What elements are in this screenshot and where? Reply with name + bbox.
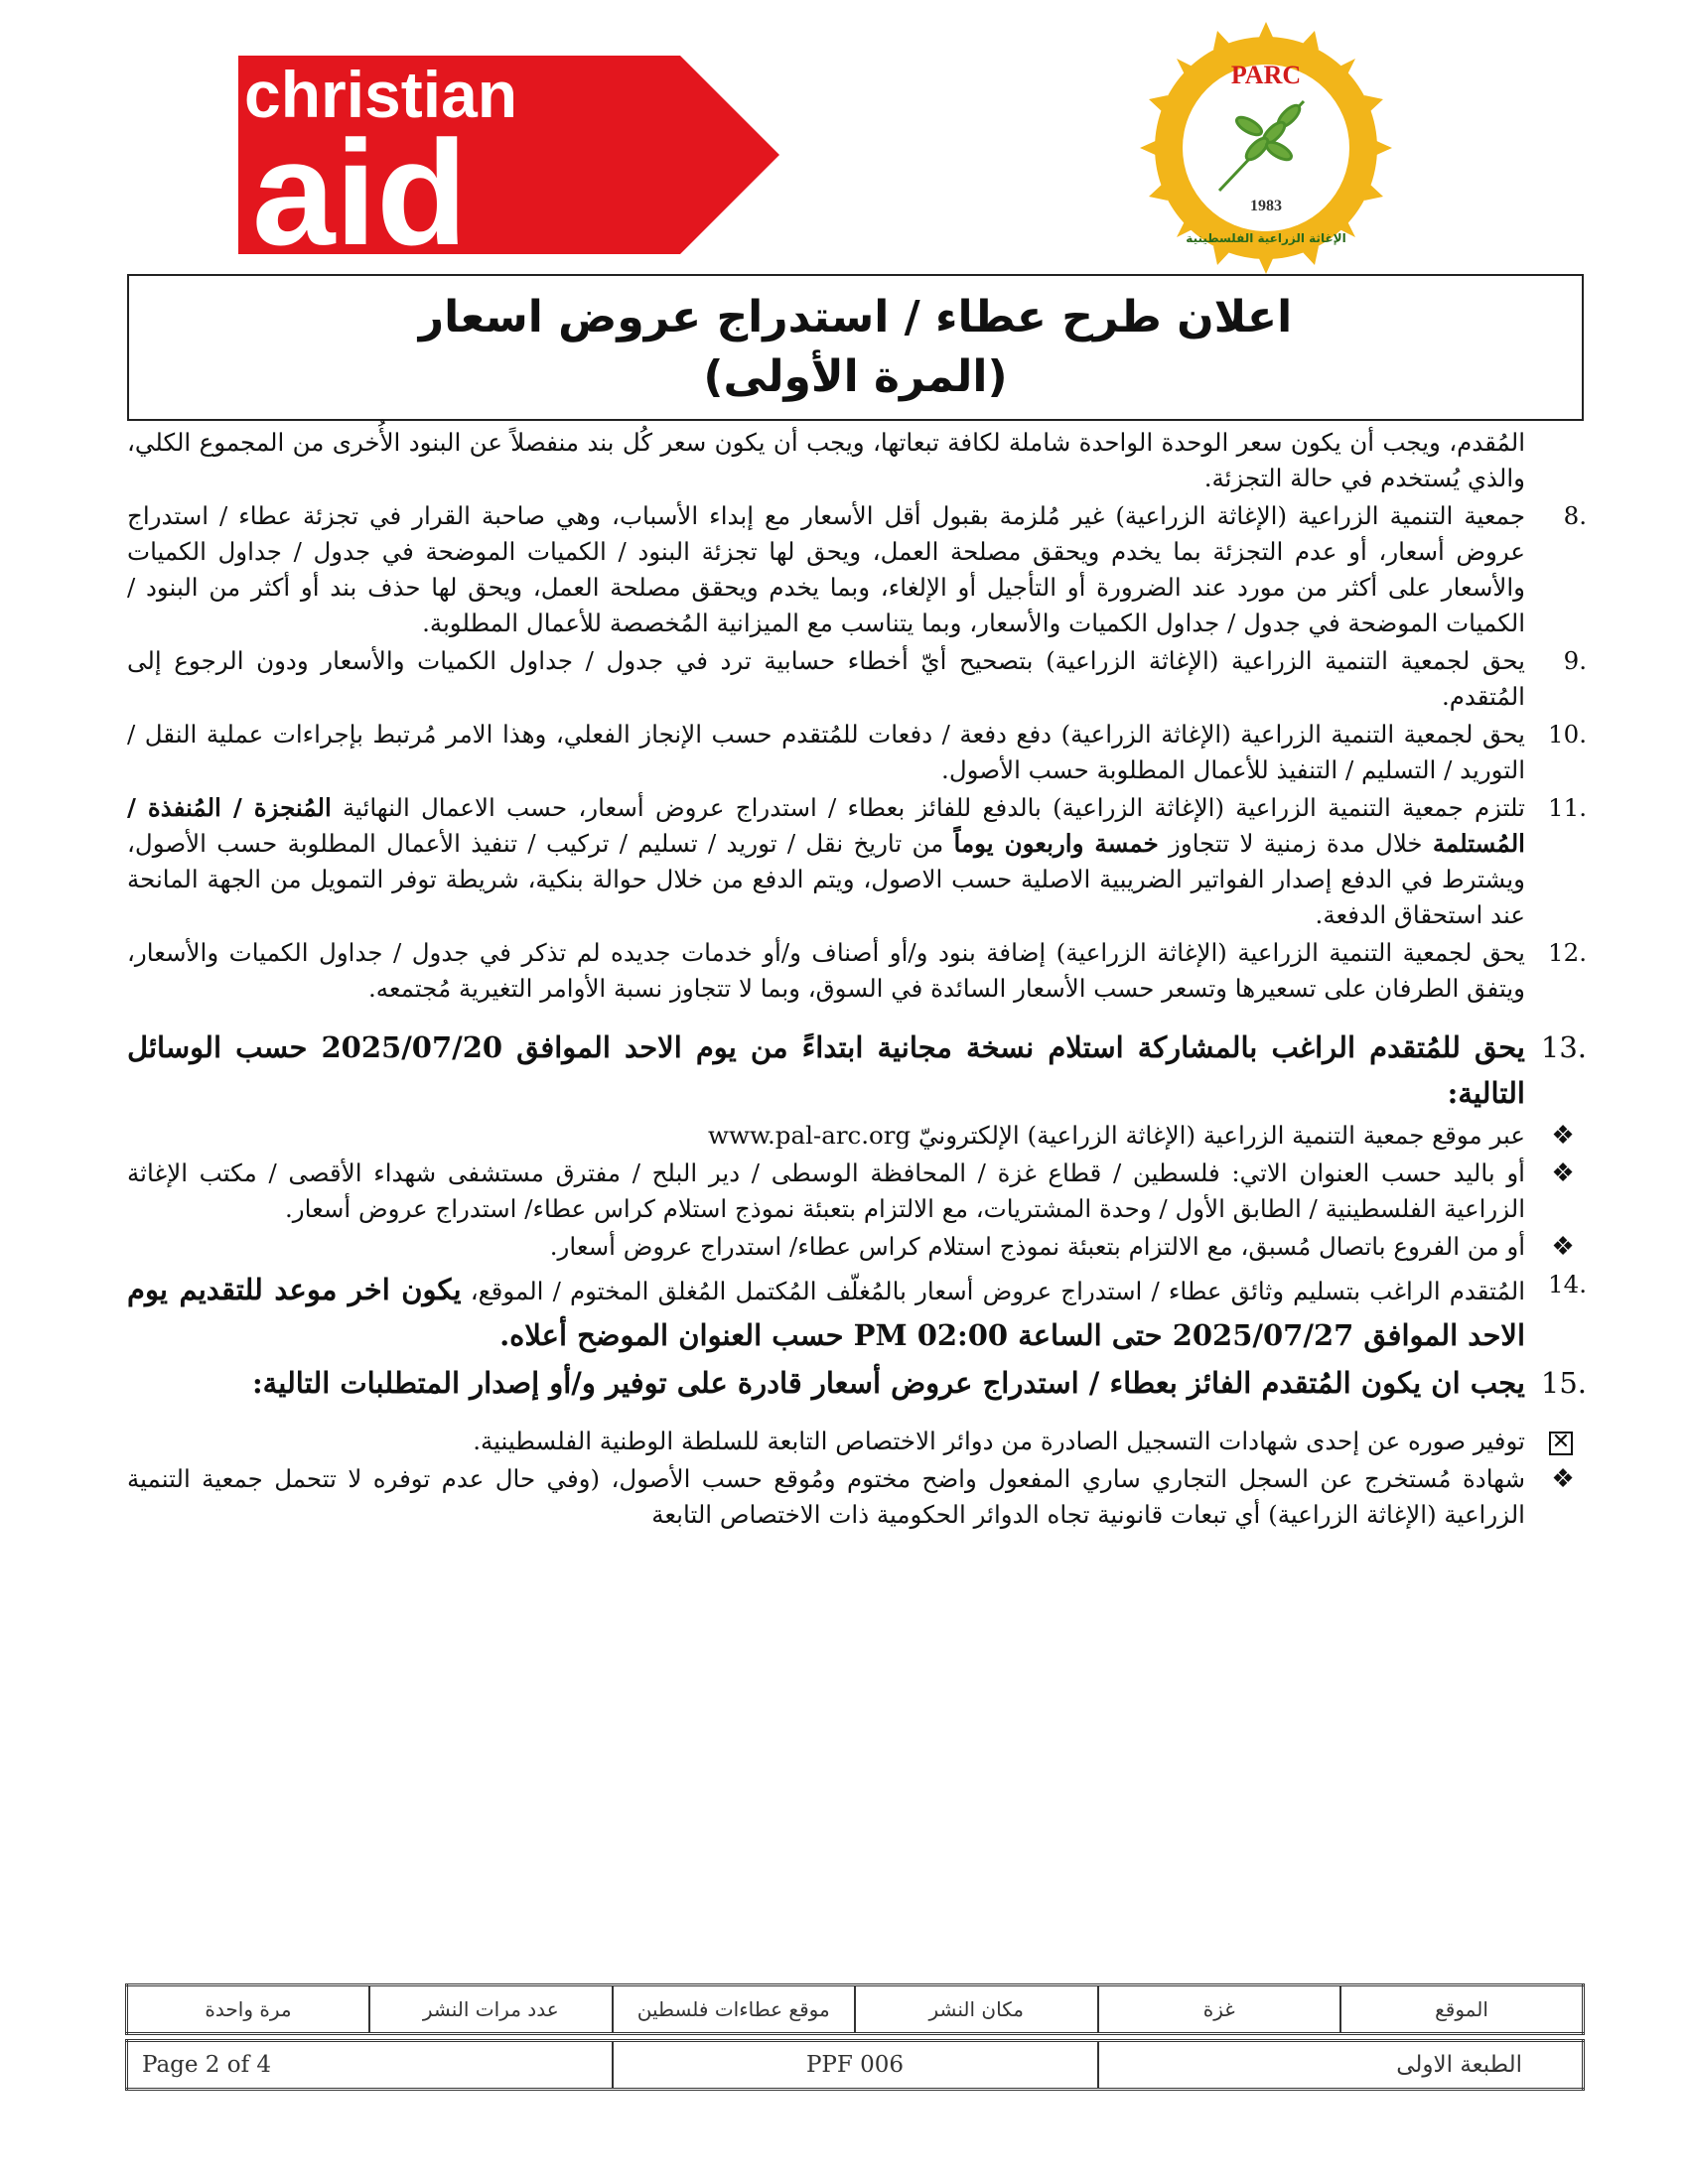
item-number: 8. <box>1563 501 1587 530</box>
christian-aid-logo-line2: aid <box>252 109 468 254</box>
item-number: 10. <box>1548 720 1587 749</box>
item-text <box>127 1273 1526 1352</box>
item-number: 14. <box>1548 1270 1587 1298</box>
item-14-text: المُتقدم الراغب بتسليم وثائق عطاء / استدراج عروض أسعار بالمُغلّف المُكتمل المُغلق المختوم / الموقع، <box>461 1277 1526 1305</box>
parc-logo <box>1140 22 1392 274</box>
bullet-item <box>127 1118 1587 1154</box>
announcement-title-box <box>127 274 1584 421</box>
footer-cell: الموقع <box>1340 1985 1584 2034</box>
parc-logo-year: 1983 <box>1250 198 1282 214</box>
bullet-item <box>127 1156 1587 1227</box>
bullet-item <box>127 1424 1587 1459</box>
tender-conditions <box>127 425 1587 1535</box>
diamond-bullet-icon: ❖ <box>1551 1121 1575 1151</box>
checkbox-bullet-icon: ✕ <box>1549 1432 1573 1455</box>
item-number: 15. <box>1540 1366 1587 1400</box>
item-number: 11. <box>1548 793 1587 822</box>
item-7-continuation: المُقدم، ويجب أن يكون سعر الوحدة الواحدة شاملة لكافة تبعاتها، ويجب أن يكون سعر كُل بند منفصلاً عن البنود الأُخرى من المجموع الكلي، والذي يُستخدم في حالة التجزئة. <box>127 428 1525 492</box>
parc-logo-name: الإغاثة الزراعية الفلسطينية <box>1186 231 1346 245</box>
item-text: يحق للمُتقدم الراغب بالمشاركة استلام نسخة مجانية ابتداءً من يوم الاحد الموافق 2025/07/20 حسب الوسائل التالية: <box>127 1030 1525 1110</box>
diamond-bullet-icon: ❖ <box>1551 1464 1575 1494</box>
item-11 <box>127 790 1587 933</box>
bullet-item <box>127 1229 1587 1265</box>
diamond-bullet-icon: ❖ <box>1551 1232 1575 1262</box>
form-code-cell: PPF 006 <box>613 2041 1098 2090</box>
bullet-text: أو من الفروع باتصال مُسبق، مع الالتزام بتعبئة نموذج استلام كراس عطاء/ استدراج عروض أسعار. <box>549 1232 1525 1261</box>
item-text: جمعية التنمية الزراعية (الإغاثة الزراعية) غير مُلزمة بقبول أقل الأسعار مع إبداء الأسباب، وهي صاحبة القرار في تجزئة عطاء / استدراج عروض أسعار، أو عدم التجزئة بما يخدم ويحقق مصلحة العمل، ويحق لها تجزئة البنود / الكميات الموضحة في جدول / جداول الكميات والأسعار على أكثر من مورد عند الضرورة أو التأجيل أو الإلغاء، وبما يخدم ويحقق مصلحة العمل، ويحق لها حذف بند أو أكثر من البنود / الكميات الموضحة في جدول / جداول الكميات والأسعار، وبما يتناسب مع الميزانية المُخصصة للأعمال المطلوبة. <box>127 501 1525 637</box>
announcement-subtitle: (المرة الأولى) <box>703 351 1008 402</box>
bullet-text: توفير صوره عن إحدى شهادات التسجيل الصادرة من دوائر الاختصاص التابعة للسلطة الوطنية الفلسطينية. <box>473 1427 1525 1455</box>
footer-cell: مرة واحدة <box>127 1985 370 2034</box>
bullet-item <box>127 1461 1587 1533</box>
publication-info-table <box>125 1983 1585 2035</box>
document-info-table <box>125 2039 1585 2091</box>
item-text: يحق لجمعية التنمية الزراعية (الإغاثة الزراعية) إضافة بنود و/أو أصناف و/أو خدمات جديده لم تذكر في جدول / جداول الكميات والأسعار، ويتفق الطرفان على تسعيرها وتسعر حسب الأسعار السائدة في السوق، وبما لا تتجاوز نسبة الأوامر التغيرية مُجتمعه. <box>127 938 1525 1003</box>
parc-logo-acronym: PARC <box>1230 61 1302 89</box>
footer-cell: موقع عطاءات فلسطين <box>613 1985 856 2034</box>
page-number-cell: Page 2 of 4 <box>127 2041 613 2090</box>
item-15 <box>127 1360 1587 1406</box>
christian-aid-logo <box>238 56 779 254</box>
footer-cell: غزة <box>1098 1985 1341 2034</box>
item-10 <box>127 717 1587 788</box>
item-11-bold-duration: خمسة واربعون يوماً <box>953 829 1159 858</box>
item-text: يحق لجمعية التنمية الزراعية (الإغاثة الزراعية) دفع دفعة / دفعات للمُتقدم حسب الإنجاز الفعلي، وهذا الامر مُرتبط بإجراءات عملية النقل / التوريد / التسليم / التنفيذ للأعمال المطلوبة حسب الأصول. <box>127 720 1525 784</box>
item-14 <box>127 1267 1587 1358</box>
item-11-part1: تلتزم جمعية التنمية الزراعية (الإغاثة الزراعية) بالدفع للفائز بعطاء / استدراج عروض أسعار، حسب الاعمال النهائية <box>331 793 1525 822</box>
item-text: يجب ان يكون المُتقدم الفائز بعطاء / استدراج عروض أسعار قادرة على توفير و/أو إصدار المتطلبات التالية: <box>251 1366 1525 1400</box>
item-14-deadline: يكون اخر موعد للتقديم يوم الاحد الموافق 2025/07/27 حتى الساعة 02:00 PM حسب العنوان الموضح أعلاه. <box>127 1273 1525 1352</box>
item-8 <box>127 498 1587 641</box>
item-11-part3: من تاريخ نقل / توريد / تسليم / تركيب / تنفيذ الأعمال المطلوبة حسب الأصول، ويشترط في الدفع إصدار الفواتير الضريبية الاصلية حسب الاصول، ويتم الدفع من خلال حوالة بنكية، شريطة توفر التمويل من الجهة المانحة عند استحقاق الدفعة. <box>127 829 1525 929</box>
christian-aid-logo-line1: christian <box>244 58 518 131</box>
item-13 <box>127 1024 1587 1116</box>
item-12 <box>127 935 1587 1007</box>
item-9 <box>127 643 1587 715</box>
item-number: 13. <box>1540 1030 1587 1064</box>
item-number: 9. <box>1563 646 1587 675</box>
item-text: يحق لجمعية التنمية الزراعية (الإغاثة الزراعية) بتصحيح أيّ أخطاء حسابية ترد في جدول / جداول الكميات والأسعار ودون الرجوع إلى المُتقدم. <box>127 646 1525 711</box>
footer-cell: مكان النشر <box>855 1985 1098 2034</box>
announcement-title: اعلان طرح عطاء / استدراج عروض اسعار <box>418 292 1293 342</box>
diamond-bullet-icon: ❖ <box>1551 1159 1575 1188</box>
item-11-bold-status: المُنجزة / المُنفذة / المُستلمة <box>127 793 1525 858</box>
bullet-text: عبر موقع جمعية التنمية الزراعية (الإغاثة الزراعية) الإلكترونيّ www.pal-arc.org <box>708 1121 1525 1150</box>
bullet-text: شهادة مُستخرج عن السجل التجاري ساري المفعول واضح مختوم ومُوقع حسب الأصول، (وفي حال عدم توفره لا تتحمل جمعية التنمية الزراعية (الإغاثة الزراعية) أي تبعات قانونية تجاه الدوائر الحكومية ذات الاختصاص التابعة <box>127 1464 1525 1529</box>
footer-cell: عدد مرات النشر <box>369 1985 613 2034</box>
edition-cell: الطبعة الاولى <box>1098 2041 1584 2090</box>
item-11-part2: خلال مدة زمنية لا تتجاوز <box>1158 829 1433 858</box>
item-text <box>127 793 1525 929</box>
bullet-text: أو باليد حسب العنوان الاتي: فلسطين / قطاع غزة / المحافظة الوسطى / دير البلح / مفترق مستشفى شهداء الأقصى / مكتب الإغاثة الزراعية الفلسطينية / الطابق الأول / وحدة المشتريات، مع الالتزام بتعبئة نموذج استلام كراس عطاء/ استدراج عروض أسعار. <box>127 1159 1525 1223</box>
item-number: 12. <box>1548 938 1587 967</box>
